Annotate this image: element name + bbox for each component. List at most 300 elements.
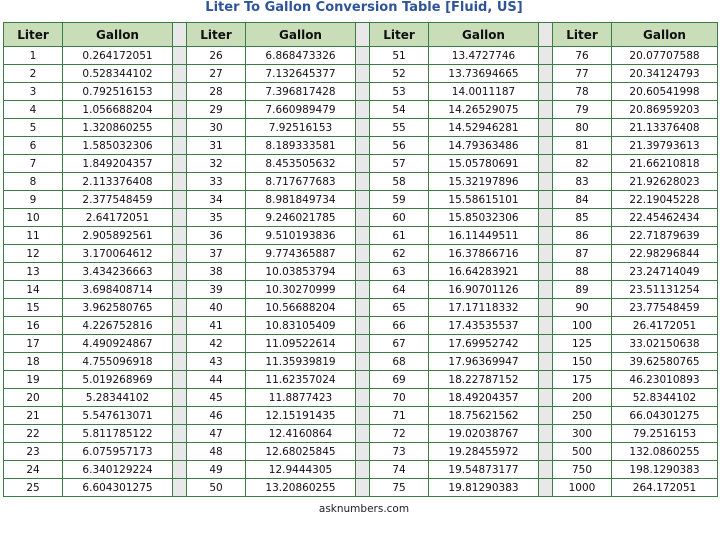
liter-cell: 44 [187, 371, 246, 389]
liter-cell: 61 [370, 227, 429, 245]
gallon-cell: 132.0860255 [612, 443, 718, 461]
column-gap [356, 191, 370, 209]
table-row [4, 425, 718, 443]
column-gap [173, 245, 187, 263]
column-gap [173, 155, 187, 173]
column-gap [539, 137, 553, 155]
liter-cell: 39 [187, 281, 246, 299]
column-gap [539, 83, 553, 101]
column-gap [356, 461, 370, 479]
column-gap [539, 173, 553, 191]
liter-cell: 125 [553, 335, 612, 353]
gallon-cell: 22.45462434 [612, 209, 718, 227]
liter-cell: 18 [4, 353, 63, 371]
gallon-cell: 21.13376408 [612, 119, 718, 137]
column-gap [539, 245, 553, 263]
liter-cell: 23 [4, 443, 63, 461]
column-gap [173, 119, 187, 137]
column-gap [173, 479, 187, 497]
gallon-cell: 11.62357024 [246, 371, 356, 389]
liter-cell: 69 [370, 371, 429, 389]
liter-cell: 74 [370, 461, 429, 479]
liter-cell: 84 [553, 191, 612, 209]
liter-cell: 36 [187, 227, 246, 245]
column-gap [356, 317, 370, 335]
gallon-cell: 20.34124793 [612, 65, 718, 83]
liter-cell: 13 [4, 263, 63, 281]
column-gap [173, 137, 187, 155]
gallon-cell: 17.96369947 [429, 353, 539, 371]
liter-cell: 10 [4, 209, 63, 227]
table-row [4, 227, 718, 245]
liter-cell: 40 [187, 299, 246, 317]
liter-cell: 35 [187, 209, 246, 227]
table-row [4, 119, 718, 137]
table-row [4, 461, 718, 479]
gallon-cell: 3.434236663 [63, 263, 173, 281]
liter-cell: 16 [4, 317, 63, 335]
liter-cell: 57 [370, 155, 429, 173]
liter-cell: 58 [370, 173, 429, 191]
gallon-cell: 12.9444305 [246, 461, 356, 479]
liter-cell: 66 [370, 317, 429, 335]
gallon-cell: 3.698408714 [63, 281, 173, 299]
liter-cell: 59 [370, 191, 429, 209]
column-gap [356, 227, 370, 245]
column-gap [539, 227, 553, 245]
gallon-cell: 12.15191435 [246, 407, 356, 425]
liter-cell: 7 [4, 155, 63, 173]
gallon-cell: 15.58615101 [429, 191, 539, 209]
liter-cell: 26 [187, 47, 246, 65]
gallon-cell: 2.113376408 [63, 173, 173, 191]
gallon-cell: 26.4172051 [612, 317, 718, 335]
gallon-cell: 14.52946281 [429, 119, 539, 137]
column-gap [356, 101, 370, 119]
liter-cell: 6 [4, 137, 63, 155]
liter-cell: 54 [370, 101, 429, 119]
gallon-cell: 1.320860255 [63, 119, 173, 137]
column-gap [539, 335, 553, 353]
liter-cell: 41 [187, 317, 246, 335]
liter-cell: 33 [187, 173, 246, 191]
column-gap [356, 407, 370, 425]
liter-cell: 50 [187, 479, 246, 497]
table-row [4, 209, 718, 227]
column-gap [173, 281, 187, 299]
gallon-cell: 8.453505632 [246, 155, 356, 173]
gallon-cell: 14.79363486 [429, 137, 539, 155]
liter-cell: 27 [187, 65, 246, 83]
liter-cell: 62 [370, 245, 429, 263]
liter-cell: 38 [187, 263, 246, 281]
footer-source: asknumbers.com [318, 503, 410, 515]
gallon-cell: 3.170064612 [63, 245, 173, 263]
column-gap [173, 371, 187, 389]
gallon-cell: 16.90701126 [429, 281, 539, 299]
gallon-cell: 18.22787152 [429, 371, 539, 389]
gallon-cell: 6.075957173 [63, 443, 173, 461]
table-row [4, 389, 718, 407]
liter-cell: 9 [4, 191, 63, 209]
gallon-cell: 264.172051 [612, 479, 718, 497]
gallon-cell: 17.43535537 [429, 317, 539, 335]
column-gap [356, 389, 370, 407]
column-gap [539, 317, 553, 335]
column-gap [173, 101, 187, 119]
gallon-cell: 19.02038767 [429, 425, 539, 443]
gallon-cell: 8.981849734 [246, 191, 356, 209]
gallon-cell: 52.8344102 [612, 389, 718, 407]
table-row [4, 191, 718, 209]
gallon-cell: 2.64172051 [63, 209, 173, 227]
gallon-cell: 21.92628023 [612, 173, 718, 191]
gallon-cell: 1.585032306 [63, 137, 173, 155]
table-row [4, 353, 718, 371]
column-gap [356, 83, 370, 101]
column-gap [356, 263, 370, 281]
liter-cell: 76 [553, 47, 612, 65]
gallon-cell: 33.02150638 [612, 335, 718, 353]
table-row [4, 101, 718, 119]
column-gap [356, 47, 370, 65]
liter-cell: 5 [4, 119, 63, 137]
liter-cell: 29 [187, 101, 246, 119]
column-gap [173, 353, 187, 371]
gallon-cell: 10.30270999 [246, 281, 356, 299]
column-gap [173, 443, 187, 461]
column-gap [539, 461, 553, 479]
gallon-cell: 21.66210818 [612, 155, 718, 173]
gallon-cell: 13.73694665 [429, 65, 539, 83]
column-gap [356, 371, 370, 389]
column-gap [539, 209, 553, 227]
liter-cell: 21 [4, 407, 63, 425]
gallon-cell: 4.755096918 [63, 353, 173, 371]
gallon-cell: 19.28455972 [429, 443, 539, 461]
gallon-cell: 10.83105409 [246, 317, 356, 335]
gallon-cell: 14.26529075 [429, 101, 539, 119]
column-gap [356, 479, 370, 497]
table-row [4, 47, 718, 65]
liter-cell: 60 [370, 209, 429, 227]
liter-cell: 70 [370, 389, 429, 407]
gallon-cell: 8.717677683 [246, 173, 356, 191]
liter-cell: 47 [187, 425, 246, 443]
column-gap [356, 155, 370, 173]
gallon-cell: 46.23010893 [612, 371, 718, 389]
header-row [4, 23, 718, 47]
liter-cell: 89 [553, 281, 612, 299]
column-gap [539, 263, 553, 281]
liter-cell: 90 [553, 299, 612, 317]
liter-cell: 34 [187, 191, 246, 209]
liter-cell: 500 [553, 443, 612, 461]
gallon-cell: 11.35939819 [246, 353, 356, 371]
gallon-cell: 79.2516153 [612, 425, 718, 443]
gallon-cell: 5.811785122 [63, 425, 173, 443]
gallon-cell: 7.660989479 [246, 101, 356, 119]
gallon-cell: 19.81290383 [429, 479, 539, 497]
table-row [4, 245, 718, 263]
column-gap [539, 443, 553, 461]
liter-cell: 4 [4, 101, 63, 119]
header-liter: Liter [553, 23, 612, 47]
liter-cell: 750 [553, 461, 612, 479]
column-gap [173, 83, 187, 101]
liter-cell: 300 [553, 425, 612, 443]
liter-cell: 2 [4, 65, 63, 83]
gallon-cell: 2.377548459 [63, 191, 173, 209]
liter-cell: 82 [553, 155, 612, 173]
liter-cell: 75 [370, 479, 429, 497]
liter-cell: 67 [370, 335, 429, 353]
table-row [4, 281, 718, 299]
column-gap [173, 263, 187, 281]
liter-cell: 20 [4, 389, 63, 407]
gallon-cell: 0.792516153 [63, 83, 173, 101]
liter-cell: 83 [553, 173, 612, 191]
gallon-cell: 3.962580765 [63, 299, 173, 317]
liter-cell: 11 [4, 227, 63, 245]
column-gap [539, 389, 553, 407]
liter-cell: 86 [553, 227, 612, 245]
conversion-table [3, 22, 718, 497]
gallon-cell: 5.019268969 [63, 371, 173, 389]
gallon-cell: 18.49204357 [429, 389, 539, 407]
liter-cell: 43 [187, 353, 246, 371]
liter-cell: 1000 [553, 479, 612, 497]
column-gap [356, 137, 370, 155]
gallon-cell: 22.98296844 [612, 245, 718, 263]
gallon-cell: 23.24714049 [612, 263, 718, 281]
liter-cell: 87 [553, 245, 612, 263]
liter-cell: 56 [370, 137, 429, 155]
gallon-cell: 16.11449511 [429, 227, 539, 245]
gallon-cell: 13.20860255 [246, 479, 356, 497]
gallon-cell: 12.4160864 [246, 425, 356, 443]
table-row [4, 479, 718, 497]
liter-cell: 53 [370, 83, 429, 101]
liter-cell: 100 [553, 317, 612, 335]
gallon-cell: 16.64283921 [429, 263, 539, 281]
table-row [4, 335, 718, 353]
column-gap [539, 65, 553, 83]
liter-cell: 51 [370, 47, 429, 65]
header-gallon: Gallon [612, 23, 718, 47]
gallon-cell: 5.28344102 [63, 389, 173, 407]
liter-cell: 15 [4, 299, 63, 317]
column-gap [356, 299, 370, 317]
column-gap [173, 23, 187, 47]
column-gap [539, 23, 553, 47]
column-gap [356, 425, 370, 443]
column-gap [539, 47, 553, 65]
column-gap [539, 407, 553, 425]
gallon-cell: 13.4727746 [429, 47, 539, 65]
gallon-cell: 22.71879639 [612, 227, 718, 245]
column-gap [173, 173, 187, 191]
liter-cell: 250 [553, 407, 612, 425]
liter-cell: 12 [4, 245, 63, 263]
gallon-cell: 18.75621562 [429, 407, 539, 425]
gallon-cell: 23.77548459 [612, 299, 718, 317]
column-gap [173, 425, 187, 443]
gallon-cell: 12.68025845 [246, 443, 356, 461]
liter-cell: 25 [4, 479, 63, 497]
gallon-cell: 0.264172051 [63, 47, 173, 65]
header-liter: Liter [370, 23, 429, 47]
table-row [4, 317, 718, 335]
table-row [4, 155, 718, 173]
liter-cell: 63 [370, 263, 429, 281]
gallon-cell: 9.510193836 [246, 227, 356, 245]
liter-cell: 28 [187, 83, 246, 101]
gallon-cell: 14.0011187 [429, 83, 539, 101]
liter-cell: 85 [553, 209, 612, 227]
header-gallon: Gallon [246, 23, 356, 47]
table-row [4, 263, 718, 281]
gallon-cell: 23.51131254 [612, 281, 718, 299]
column-gap [173, 407, 187, 425]
gallon-cell: 6.340129224 [63, 461, 173, 479]
gallon-cell: 20.60541998 [612, 83, 718, 101]
liter-cell: 71 [370, 407, 429, 425]
header-gallon: Gallon [63, 23, 173, 47]
gallon-cell: 5.547613071 [63, 407, 173, 425]
column-gap [539, 371, 553, 389]
gallon-cell: 15.32197896 [429, 173, 539, 191]
liter-cell: 1 [4, 47, 63, 65]
gallon-cell: 2.905892561 [63, 227, 173, 245]
column-gap [356, 353, 370, 371]
gallon-cell: 6.868473326 [246, 47, 356, 65]
liter-cell: 30 [187, 119, 246, 137]
liter-cell: 22 [4, 425, 63, 443]
liter-cell: 14 [4, 281, 63, 299]
gallon-cell: 8.189333581 [246, 137, 356, 155]
gallon-cell: 17.17118332 [429, 299, 539, 317]
column-gap [539, 299, 553, 317]
liter-cell: 88 [553, 263, 612, 281]
liter-cell: 31 [187, 137, 246, 155]
header-gallon: Gallon [429, 23, 539, 47]
column-gap [356, 23, 370, 47]
liter-cell: 68 [370, 353, 429, 371]
liter-cell: 52 [370, 65, 429, 83]
page-title: Liter To Gallon Conversion Table [Fluid, US] [205, 0, 523, 15]
column-gap [356, 335, 370, 353]
liter-cell: 17 [4, 335, 63, 353]
gallon-cell: 11.09522614 [246, 335, 356, 353]
gallon-cell: 1.056688204 [63, 101, 173, 119]
gallon-cell: 7.132645377 [246, 65, 356, 83]
column-gap [173, 317, 187, 335]
gallon-cell: 21.39793613 [612, 137, 718, 155]
header-liter: Liter [187, 23, 246, 47]
column-gap [356, 245, 370, 263]
gallon-cell: 20.07707588 [612, 47, 718, 65]
liter-cell: 79 [553, 101, 612, 119]
column-gap [539, 101, 553, 119]
table-row [4, 137, 718, 155]
table-row [4, 443, 718, 461]
gallon-cell: 4.490924867 [63, 335, 173, 353]
column-gap [356, 281, 370, 299]
liter-cell: 150 [553, 353, 612, 371]
table-row [4, 173, 718, 191]
column-gap [539, 479, 553, 497]
gallon-cell: 0.528344102 [63, 65, 173, 83]
liter-cell: 80 [553, 119, 612, 137]
gallon-cell: 10.56688204 [246, 299, 356, 317]
gallon-cell: 10.03853794 [246, 263, 356, 281]
column-gap [539, 353, 553, 371]
liter-cell: 8 [4, 173, 63, 191]
column-gap [539, 425, 553, 443]
gallon-cell: 4.226752816 [63, 317, 173, 335]
liter-cell: 64 [370, 281, 429, 299]
liter-cell: 19 [4, 371, 63, 389]
liter-cell: 42 [187, 335, 246, 353]
column-gap [539, 281, 553, 299]
gallon-cell: 6.604301275 [63, 479, 173, 497]
gallon-cell: 22.19045228 [612, 191, 718, 209]
liter-cell: 81 [553, 137, 612, 155]
gallon-cell: 20.86959203 [612, 101, 718, 119]
liter-cell: 48 [187, 443, 246, 461]
gallon-cell: 11.8877423 [246, 389, 356, 407]
column-gap [356, 443, 370, 461]
liter-cell: 73 [370, 443, 429, 461]
liter-cell: 37 [187, 245, 246, 263]
liter-cell: 77 [553, 65, 612, 83]
gallon-cell: 17.69952742 [429, 335, 539, 353]
gallon-cell: 16.37866716 [429, 245, 539, 263]
liter-cell: 78 [553, 83, 612, 101]
gallon-cell: 9.774365887 [246, 245, 356, 263]
gallon-cell: 15.85032306 [429, 209, 539, 227]
liter-cell: 32 [187, 155, 246, 173]
column-gap [173, 47, 187, 65]
table-row [4, 299, 718, 317]
column-gap [356, 209, 370, 227]
column-gap [539, 119, 553, 137]
gallon-cell: 15.05780691 [429, 155, 539, 173]
gallon-cell: 7.92516153 [246, 119, 356, 137]
liter-cell: 45 [187, 389, 246, 407]
table-row [4, 83, 718, 101]
column-gap [173, 65, 187, 83]
liter-cell: 72 [370, 425, 429, 443]
column-gap [539, 155, 553, 173]
gallon-cell: 198.1290383 [612, 461, 718, 479]
column-gap [173, 335, 187, 353]
liter-cell: 24 [4, 461, 63, 479]
gallon-cell: 19.54873177 [429, 461, 539, 479]
column-gap [539, 191, 553, 209]
liter-cell: 55 [370, 119, 429, 137]
gallon-cell: 7.396817428 [246, 83, 356, 101]
table-row [4, 65, 718, 83]
table-row [4, 407, 718, 425]
table-row [4, 371, 718, 389]
liter-cell: 65 [370, 299, 429, 317]
gallon-cell: 9.246021785 [246, 209, 356, 227]
gallon-cell: 66.04301275 [612, 407, 718, 425]
column-gap [173, 191, 187, 209]
liter-cell: 175 [553, 371, 612, 389]
